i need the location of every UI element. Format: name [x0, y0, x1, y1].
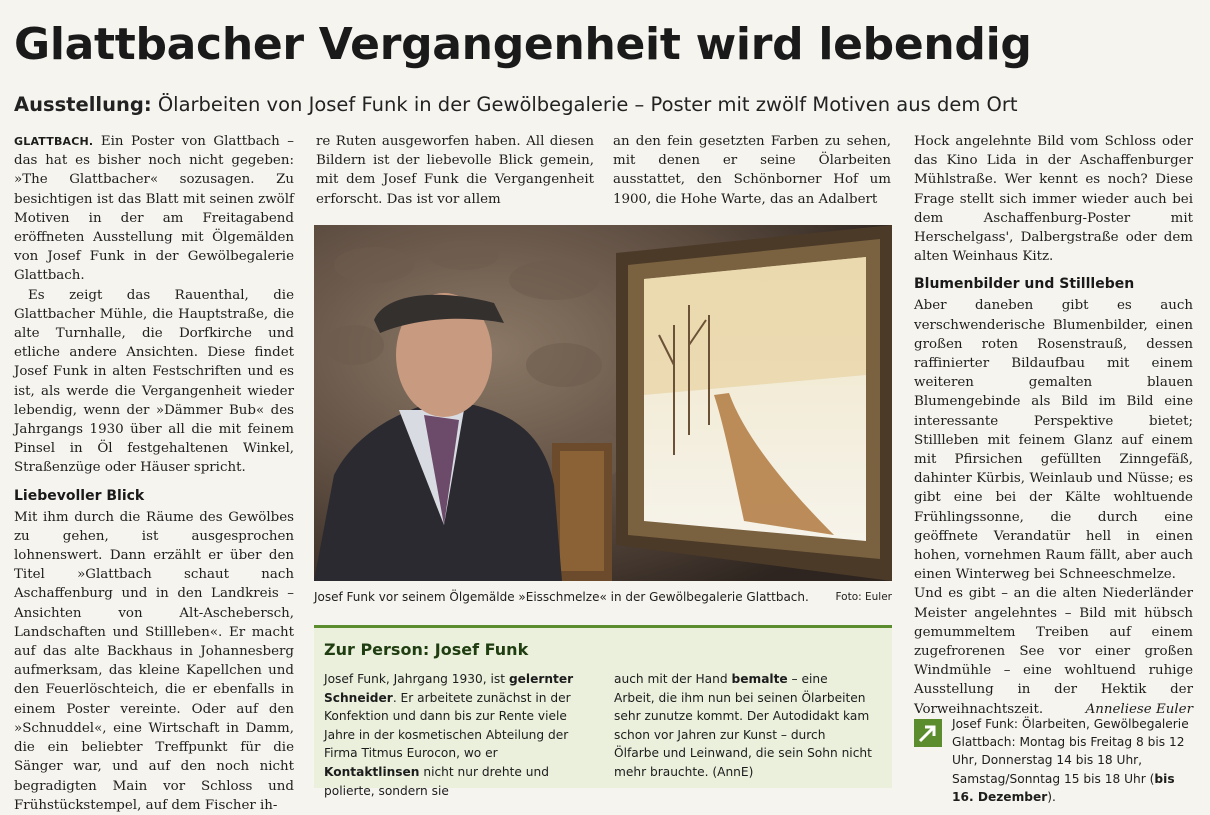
paragraph [914, 584, 1193, 718]
paragraph: Hock angelehnte Bild vom Schloss oder das Kino Lida in der Aschaffenburger Mühlstraße. Wer kennt es noch? Diese Frage stellt sich immer wieder auch bei dem Aschaffenburg-Poster mit Herschelgass', Dalbergstraße oder dem alten Weinhaus Kitz. [914, 134, 1193, 265]
info-emphasis: bemalte [731, 672, 788, 686]
arrow-icon [914, 719, 942, 747]
info-text: . Er arbeitete zunächst in der Konfektion und dann bis zur Rente viele Jahre in der kosmetischen Abteilung der Firma Titmus Eurocon, wo er [324, 690, 571, 761]
venue-end: ). [1047, 789, 1056, 804]
subheadline-kicker: Ausstellung: [14, 93, 152, 116]
info-text: – eine Arbeit, die ihm nun bei seinen Ölarbeiten sehr zunutze kommt. Der Autodidakt kam schon vor Jahren zur Kunst – durch Ölfarbe und Leinwand, die sein Sohn nicht mehr brauchte. (AnnE) [614, 672, 872, 779]
paragraph: an den fein gesetzten Farben zu sehen, mit denen er seine Ölarbeiten ausstattet, den Schönborner Hof um 1900, die Hohe Warte, das an Adalbert [613, 134, 891, 207]
info-text: auch mit der Hand [614, 672, 732, 686]
caption-text: Josef Funk vor seinem Ölgemälde »Eisschmelze« in der Gewölbegalerie Glattbach. [314, 590, 809, 604]
article-column-1 [14, 132, 294, 815]
subheadline-text: Ölarbeiten von Josef Funk in der Gewölbegalerie – Poster mit zwölf Motiven aus dem Ort [151, 93, 1018, 116]
subheadline [14, 90, 1204, 120]
photo [314, 225, 892, 581]
subheading: Blumenbilder und Stillleben [914, 276, 1135, 293]
headline: Glattbacher Vergangenheit wird lebendig [14, 19, 1032, 70]
photo-caption [314, 588, 892, 606]
paragraph: re Ruten ausgeworfen haben. All diesen Bildern ist der liebevolle Blick gemein, mit dem Josef Funk die Vergangenheit erforscht. Das ist vor allem [316, 134, 594, 207]
info-emphasis: Kontaktlinsen [324, 764, 420, 779]
article-column-4 [914, 132, 1193, 719]
paragraph: Es zeigt das Rauenthal, die Glattbacher Mühle, die Hauptstraße, die alte Turnhalle, die Dorfkirche und etliche andere Ansichten. Diese findet Josef Funk in alten Festschriften und es ist, als werde die Vergangenheit wieder lebendig, wenn der »Dämmer Bub« des Jahrgangs 1930 über all die mit feinem Pinsel in Öl festgehaltenen Winkel, Straßenzüge oder Häuser spricht. [14, 287, 294, 476]
info-box [314, 625, 892, 798]
paragraph: Ein Poster von Glattbach – das hat es bisher noch nicht gegeben: »The Glattbacher« sozusagen. Zu besichtigen ist das Blatt mit seinen zwölf Motiven in der am Freitagabend eröffneten Ausstellung mit Ölgemälden von Josef Funk in der Gewölbegalerie Glattbach. [14, 134, 294, 284]
author-byline: Anneliese Euler [1085, 701, 1193, 717]
paragraph: Mit ihm durch die Räume des Gewölbes zu gehen, ist ausgesprochen lohnenswert. Dann erzählt er über den Titel »Glattbach schaut nach Aschaffenburg und in den Landkreis – Ansichten von Alt-Aschebersch, Landschaften und Stillleben«. Er macht auf das alte Backhaus in Johannesberg aufmerksam, das kleine Kapellchen und den Feuerlöschteich, die er ebenfalls in einem Poster vereinte. Oder auf den »Schnuddel«, eine Wirtschaft in Damm, die ein beliebter Treffpunkt für die Sänger war, und auf den noch nicht begradigten Main vor Schloss und Frühstückstempel, auf dem Fischer ih- [14, 509, 294, 813]
photo-illustration [314, 225, 892, 581]
subheading: Liebevoller Blick [14, 487, 145, 504]
info-box-column-2 [614, 670, 872, 782]
info-emphasis: gelernter Schneider [324, 672, 574, 705]
venue-hours: Josef Funk: Ölarbeiten, Gewölbegalerie Glattbach: Montag bis Freitag 8 bis 12 Uhr, Donnerstag 14 bis 18 Uhr, Samstag/Sonntag 15 bis 18 Uhr ( [952, 717, 1189, 786]
info-text: nicht nur drehte und polierte, sondern sie [324, 764, 549, 798]
info-box-title: Zur Person: Josef Funk [324, 640, 529, 659]
venue-end-date: bis 16. Dezember [952, 771, 1175, 804]
paragraph: Aber daneben gibt es auch verschwenderische Blumenbilder, einen großen roten Rosenstrauß, dessen raffinierter Bildaufbau mit einem weiteren gemalten blauen Blumengebinde als Bild im Bild eine interessante Perspektive bietet; Stillleben mit feinem Glanz auf einem mit Pfirsichen gefüllten Zinngefäß, dahinter Kürbis, Weinlaub und Nüsse; es gibt eine bei der Kälte wohltuende Frühlingssonne, die durch eine geöffnete Verandatür hell in einen hohen, vornehmen Raum fällt, aber auch einen Winterweg bei Schneeschmelze. [914, 298, 1193, 583]
info-text: Josef Funk, Jahrgang 1930, ist [324, 672, 509, 686]
paragraph-text: Und es gibt – an die alten Niederländer Meister angelehntes – Bild mit hübsch gemummeltem Treiben auf einem zugefrorenen See vor einer großen Windmühle – eine wohltuend ruhige Ausstellung in der Hektik der Vorweihnachtszeit. [914, 586, 1193, 717]
article-column-2 [316, 132, 594, 209]
venue-text [952, 715, 1194, 806]
article-column-3 [613, 132, 891, 209]
info-box-column-1 [324, 670, 582, 800]
venue-info [914, 715, 1194, 806]
dateline: GLATTBACH. [14, 135, 94, 148]
photo-credit: Foto: Euler [835, 591, 892, 603]
